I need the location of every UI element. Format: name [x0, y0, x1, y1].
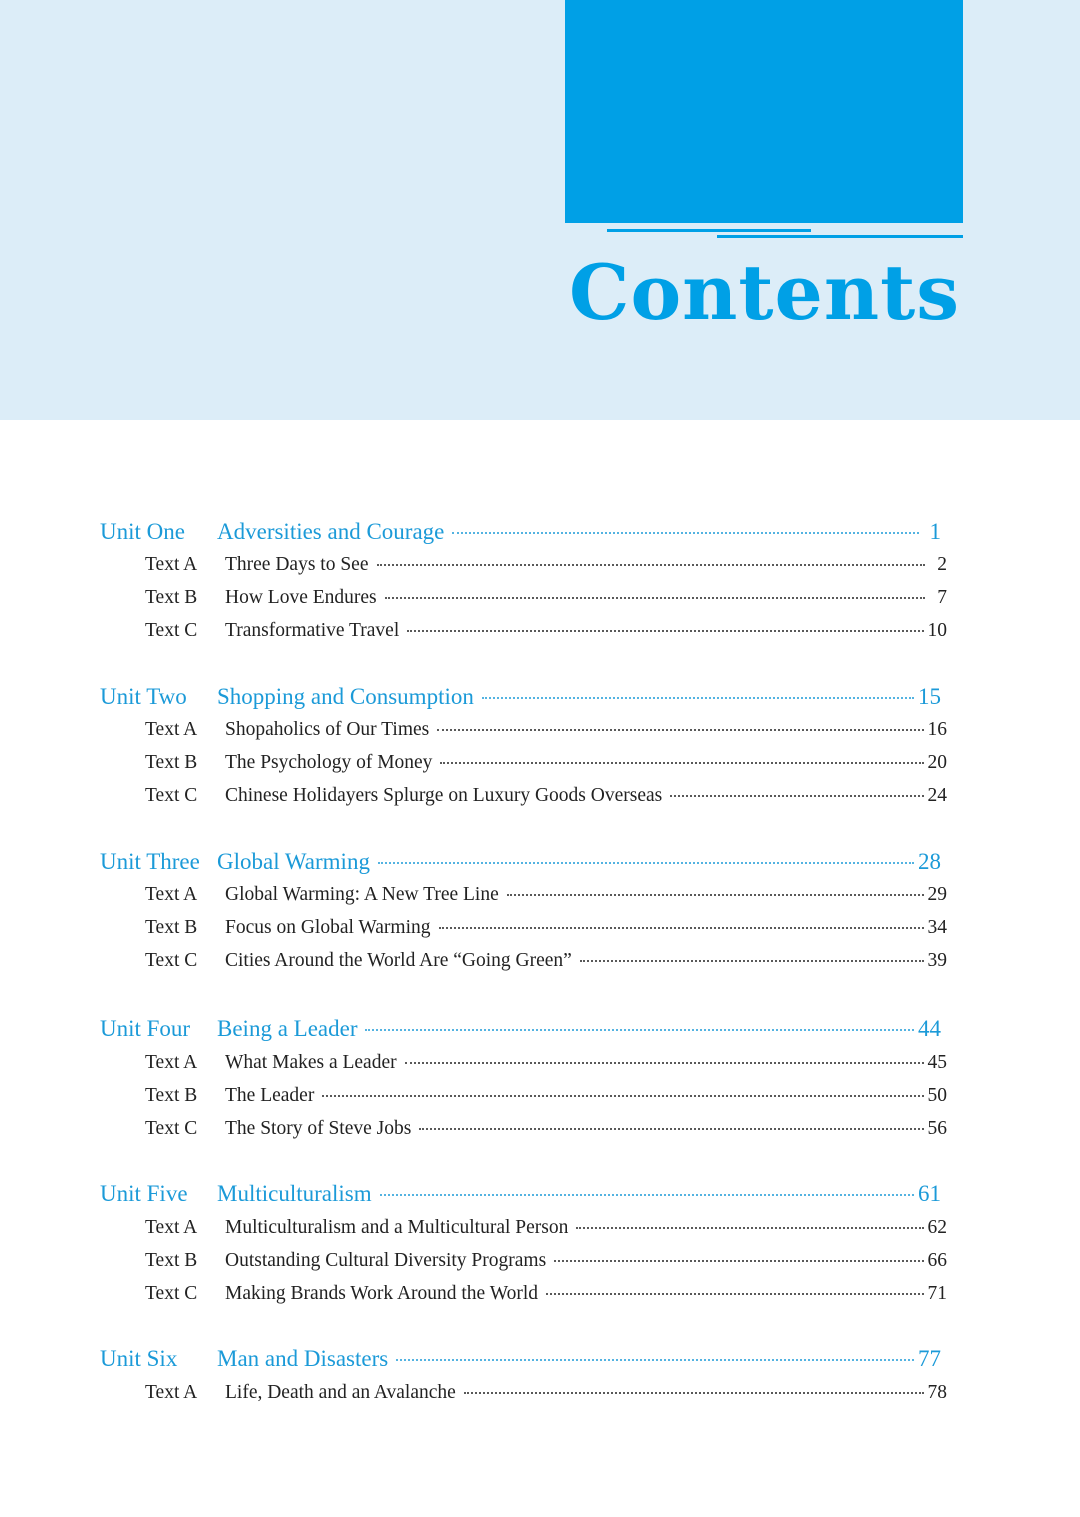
text-label: Text A — [145, 719, 198, 740]
page-number: 45 — [927, 1052, 947, 1073]
toc-text-row[interactable] — [145, 1085, 947, 1111]
page-number: 39 — [927, 950, 947, 971]
page-number: 71 — [927, 1283, 947, 1304]
page-number: 62 — [927, 1217, 947, 1238]
page-number: 10 — [927, 620, 947, 641]
page-number: 7 — [937, 587, 947, 608]
toc-text-row[interactable] — [145, 719, 947, 745]
toc-text-row[interactable] — [145, 620, 947, 646]
text-title: Chinese Holidayers Splurge on Luxury Goods Overseas — [225, 785, 663, 806]
text-label: Text C — [145, 1283, 198, 1304]
page-number: 20 — [927, 752, 947, 773]
text-label: Text A — [145, 1382, 198, 1403]
page-title: Contents — [568, 248, 960, 337]
dot-leader — [546, 1293, 924, 1295]
unit-title: Being a Leader — [217, 1016, 358, 1041]
text-label: Text B — [145, 1085, 198, 1106]
toc-text-row[interactable] — [145, 1382, 947, 1408]
text-title: Global Warming: A New Tree Line — [225, 884, 499, 905]
text-label: Text B — [145, 752, 198, 773]
page-number: 1 — [929, 519, 941, 544]
text-title: The Psychology of Money — [225, 752, 433, 773]
page-number: 77 — [918, 1346, 941, 1371]
dot-leader — [405, 1062, 924, 1064]
unit-title: Multiculturalism — [217, 1181, 372, 1206]
toc-text-row[interactable] — [145, 917, 947, 943]
toc-text-row[interactable] — [145, 1283, 947, 1309]
page-number: 78 — [927, 1382, 947, 1403]
text-label: Text C — [145, 950, 198, 971]
text-title: Outstanding Cultural Diversity Programs — [225, 1250, 547, 1271]
dot-leader — [365, 1029, 914, 1031]
dot-leader — [437, 729, 923, 731]
text-title: Making Brands Work Around the World — [225, 1283, 538, 1304]
text-label: Text B — [145, 1250, 198, 1271]
dot-leader — [482, 697, 914, 699]
dot-leader — [440, 762, 923, 764]
toc-text-row[interactable] — [145, 1217, 947, 1243]
dot-leader — [407, 630, 923, 632]
unit-title: Global Warming — [217, 849, 370, 874]
toc-text-row[interactable] — [145, 587, 947, 613]
dot-leader — [378, 862, 914, 864]
text-title: Three Days to See — [225, 554, 369, 575]
page-number: 34 — [927, 917, 947, 938]
text-title: Transformative Travel — [225, 620, 400, 641]
dot-leader — [507, 894, 924, 896]
text-label: Text A — [145, 554, 198, 575]
toc-unit-row[interactable] — [100, 519, 941, 549]
text-label: Text B — [145, 917, 198, 938]
dot-leader — [322, 1095, 923, 1097]
dot-leader — [419, 1128, 923, 1130]
text-title: How Love Endures — [225, 587, 377, 608]
text-label: Text C — [145, 620, 198, 641]
page-number: 29 — [927, 884, 947, 905]
toc-unit-row[interactable] — [100, 1181, 941, 1211]
unit-label: Unit Three — [100, 849, 200, 874]
toc-unit-row[interactable] — [100, 1346, 941, 1376]
dot-leader — [464, 1392, 924, 1394]
toc-text-row[interactable] — [145, 752, 947, 778]
page-number: 24 — [927, 785, 947, 806]
text-title: The Leader — [225, 1085, 315, 1106]
page-number: 66 — [927, 1250, 947, 1271]
dot-leader — [554, 1260, 923, 1262]
page-number: 16 — [927, 719, 947, 740]
text-label: Text C — [145, 1118, 198, 1139]
dot-leader — [439, 927, 924, 929]
unit-label: Unit Five — [100, 1181, 188, 1206]
text-label: Text A — [145, 1217, 198, 1238]
dot-leader — [452, 532, 919, 534]
unit-title: Man and Disasters — [217, 1346, 389, 1371]
dot-leader — [377, 564, 926, 566]
page-number: 50 — [927, 1085, 947, 1106]
text-title: Shopaholics of Our Times — [225, 719, 430, 740]
text-label: Text A — [145, 884, 198, 905]
unit-label: Unit Four — [100, 1016, 191, 1041]
page-number: 2 — [937, 554, 947, 575]
unit-label: Unit One — [100, 519, 185, 544]
toc-unit-row[interactable] — [100, 1016, 941, 1046]
dot-leader — [576, 1227, 923, 1229]
page-number: 15 — [918, 684, 941, 709]
text-label: Text A — [145, 1052, 198, 1073]
page-number: 61 — [918, 1181, 941, 1206]
dot-leader — [396, 1359, 914, 1361]
page-number: 56 — [927, 1118, 947, 1139]
toc-text-row[interactable] — [145, 884, 947, 910]
unit-label: Unit Two — [100, 684, 187, 709]
unit-title: Adversities and Courage — [217, 519, 445, 544]
text-label: Text B — [145, 587, 198, 608]
unit-label: Unit Six — [100, 1346, 178, 1371]
text-title: What Makes a Leader — [225, 1052, 397, 1073]
dot-leader — [580, 960, 924, 962]
dot-leader — [385, 597, 925, 599]
toc-unit-row[interactable] — [100, 849, 941, 879]
toc-text-row[interactable] — [145, 554, 947, 580]
page-number: 28 — [918, 849, 941, 874]
text-title: Multiculturalism and a Multicultural Person — [225, 1217, 569, 1238]
toc-text-row[interactable] — [145, 1118, 947, 1144]
text-title: Focus on Global Warming — [225, 917, 431, 938]
text-title: The Story of Steve Jobs — [225, 1118, 412, 1139]
text-title: Life, Death and an Avalanche — [225, 1382, 456, 1403]
dot-leader — [380, 1194, 914, 1196]
toc-text-row[interactable] — [145, 1250, 947, 1276]
toc-text-row[interactable] — [145, 785, 947, 811]
text-title: Cities Around the World Are “Going Green” — [225, 950, 572, 971]
page-number: 44 — [918, 1016, 941, 1041]
dot-leader — [670, 795, 923, 797]
text-label: Text C — [145, 785, 198, 806]
toc-text-row[interactable] — [145, 1052, 947, 1078]
toc-unit-row[interactable] — [100, 684, 941, 714]
unit-title: Shopping and Consumption — [217, 684, 474, 709]
toc-text-row[interactable] — [145, 950, 947, 976]
